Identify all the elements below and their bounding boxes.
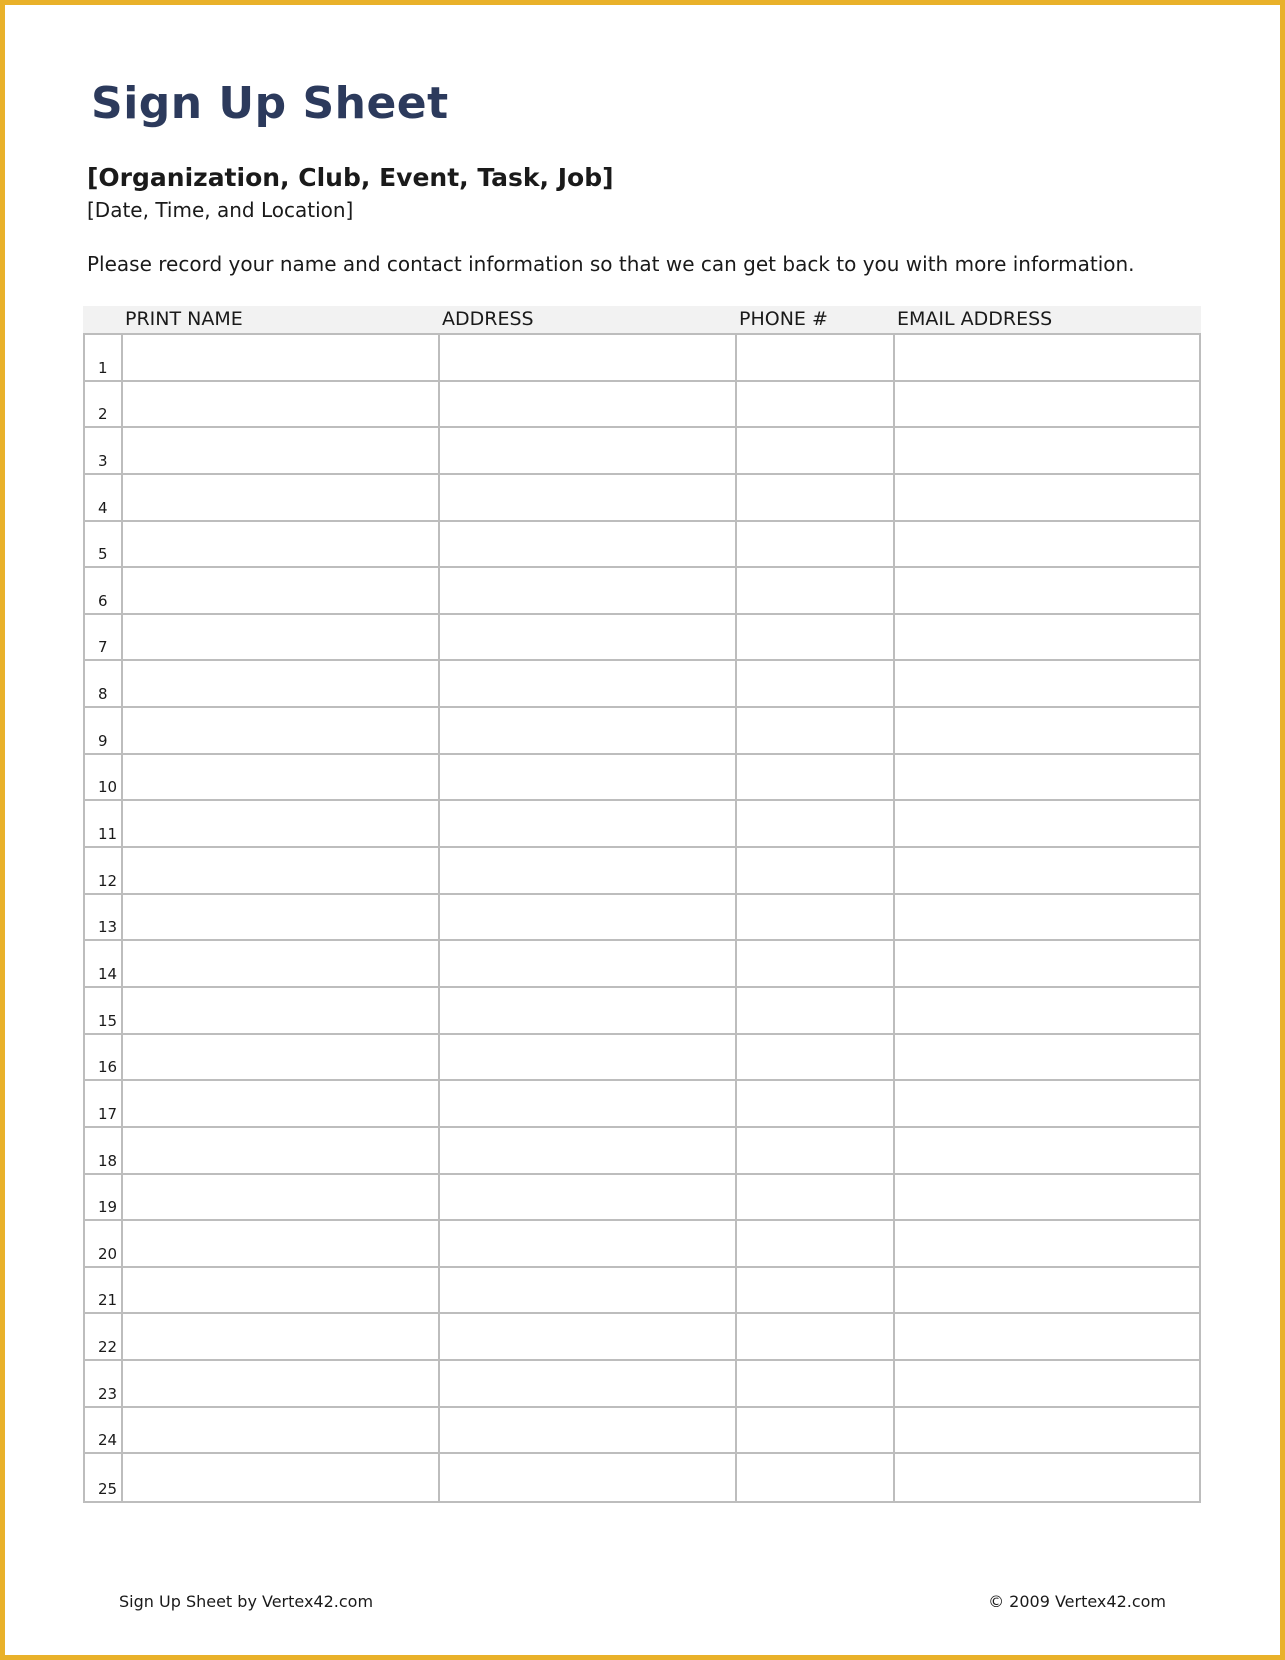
- print-name-cell[interactable]: [123, 1314, 440, 1359]
- row-number-cell: [85, 335, 123, 380]
- row-number-cell: [85, 1128, 123, 1173]
- row-number: 25: [98, 1479, 118, 1498]
- phone-cell[interactable]: [737, 1408, 895, 1453]
- table-row: [85, 475, 1199, 522]
- row-number-cell: [85, 1221, 123, 1266]
- row-number: 24: [98, 1431, 118, 1450]
- print-name-cell[interactable]: [123, 848, 440, 893]
- row-number-cell: [85, 941, 123, 986]
- print-name-cell[interactable]: [123, 475, 440, 520]
- table-row: [85, 1081, 1199, 1128]
- print-name-cell[interactable]: [123, 755, 440, 800]
- address-cell[interactable]: [440, 568, 737, 613]
- print-name-cell[interactable]: [123, 1035, 440, 1080]
- row-number: 8: [98, 685, 108, 704]
- email-cell[interactable]: [895, 848, 1199, 893]
- row-number: 7: [98, 638, 108, 657]
- address-cell[interactable]: [440, 382, 737, 427]
- row-number-cell: [85, 988, 123, 1033]
- footer-copyright: © 2009 Vertex42.com: [988, 1592, 1166, 1611]
- email-cell[interactable]: [895, 801, 1199, 846]
- row-number-cell: [85, 1454, 123, 1501]
- email-cell[interactable]: [895, 382, 1199, 427]
- row-number: 12: [98, 871, 118, 890]
- print-name-cell[interactable]: [123, 801, 440, 846]
- row-number-cell: [85, 615, 123, 660]
- address-cell[interactable]: [440, 1081, 737, 1126]
- row-number: 21: [98, 1291, 118, 1310]
- phone-cell[interactable]: [737, 1361, 895, 1406]
- address-cell[interactable]: [440, 988, 737, 1033]
- address-cell[interactable]: [440, 1361, 737, 1406]
- email-cell[interactable]: [895, 1035, 1199, 1080]
- print-name-cell[interactable]: [123, 1081, 440, 1126]
- table-row: [85, 1268, 1199, 1315]
- address-cell[interactable]: [440, 1128, 737, 1173]
- address-cell[interactable]: [440, 801, 737, 846]
- phone-cell[interactable]: [737, 1314, 895, 1359]
- column-header-phone: PHONE #: [739, 308, 828, 330]
- date-time-location-placeholder: [Date, Time, and Location]: [87, 198, 354, 222]
- print-name-cell[interactable]: [123, 522, 440, 567]
- row-number-cell: [85, 661, 123, 706]
- table-row: [85, 522, 1199, 569]
- email-cell[interactable]: [895, 661, 1199, 706]
- email-cell[interactable]: [895, 1454, 1199, 1501]
- row-number: 16: [98, 1058, 118, 1077]
- row-number-cell: [85, 382, 123, 427]
- table-row: [85, 1128, 1199, 1175]
- phone-cell[interactable]: [737, 708, 895, 753]
- table-row: [85, 1454, 1199, 1501]
- row-number-cell: [85, 1268, 123, 1313]
- row-number: 22: [98, 1338, 118, 1357]
- column-header-print-name: PRINT NAME: [125, 308, 243, 330]
- phone-cell[interactable]: [737, 801, 895, 846]
- print-name-cell[interactable]: [123, 1268, 440, 1313]
- email-cell[interactable]: [895, 475, 1199, 520]
- table-row: [85, 988, 1199, 1035]
- address-cell[interactable]: [440, 661, 737, 706]
- address-cell[interactable]: [440, 1268, 737, 1313]
- row-number-cell: [85, 428, 123, 473]
- email-cell[interactable]: [895, 1361, 1199, 1406]
- print-name-cell[interactable]: [123, 1128, 440, 1173]
- email-cell[interactable]: [895, 1128, 1199, 1173]
- phone-cell[interactable]: [737, 848, 895, 893]
- phone-cell[interactable]: [737, 1454, 895, 1501]
- row-number: 13: [98, 918, 118, 937]
- column-header-email: EMAIL ADDRESS: [897, 308, 1053, 330]
- email-cell[interactable]: [895, 568, 1199, 613]
- phone-cell[interactable]: [737, 475, 895, 520]
- print-name-cell[interactable]: [123, 1361, 440, 1406]
- table-row: [85, 1361, 1199, 1408]
- table-row: [85, 428, 1199, 475]
- email-cell[interactable]: [895, 941, 1199, 986]
- row-number: 17: [98, 1104, 118, 1123]
- print-name-cell[interactable]: [123, 1221, 440, 1266]
- organization-placeholder: [Organization, Club, Event, Task, Job]: [87, 163, 614, 192]
- print-name-cell[interactable]: [123, 335, 440, 380]
- phone-cell[interactable]: [737, 1035, 895, 1080]
- row-number: 6: [98, 591, 108, 610]
- phone-cell[interactable]: [737, 335, 895, 380]
- phone-cell[interactable]: [737, 895, 895, 940]
- table-row: [85, 1408, 1199, 1455]
- email-cell[interactable]: [895, 1081, 1199, 1126]
- row-number-cell: [85, 801, 123, 846]
- address-cell[interactable]: [440, 1221, 737, 1266]
- print-name-cell[interactable]: [123, 988, 440, 1033]
- address-cell[interactable]: [440, 755, 737, 800]
- print-name-cell[interactable]: [123, 1175, 440, 1220]
- sign-up-table: [83, 333, 1201, 1503]
- table-row: [85, 382, 1199, 429]
- address-cell[interactable]: [440, 1454, 737, 1501]
- phone-cell[interactable]: [737, 1268, 895, 1313]
- email-cell[interactable]: [895, 1408, 1199, 1453]
- row-number: 9: [98, 731, 108, 750]
- print-name-cell[interactable]: [123, 428, 440, 473]
- row-number: 20: [98, 1244, 118, 1263]
- table-row: [85, 1221, 1199, 1268]
- row-number-cell: [85, 708, 123, 753]
- row-number-cell: [85, 1081, 123, 1126]
- row-number-cell: [85, 1361, 123, 1406]
- table-row: [85, 568, 1199, 615]
- row-number: 14: [98, 964, 118, 983]
- print-name-cell[interactable]: [123, 895, 440, 940]
- row-number-cell: [85, 1314, 123, 1359]
- phone-cell[interactable]: [737, 1175, 895, 1220]
- table-row: [85, 941, 1199, 988]
- address-cell[interactable]: [440, 708, 737, 753]
- row-number: 15: [98, 1011, 118, 1030]
- row-number-cell: [85, 1035, 123, 1080]
- column-header-address: ADDRESS: [442, 308, 534, 330]
- address-cell[interactable]: [440, 335, 737, 380]
- email-cell[interactable]: [895, 1175, 1199, 1220]
- address-cell[interactable]: [440, 475, 737, 520]
- row-number-cell: [85, 1175, 123, 1220]
- row-number: 18: [98, 1151, 118, 1170]
- row-number-cell: [85, 475, 123, 520]
- phone-cell[interactable]: [737, 988, 895, 1033]
- phone-cell[interactable]: [737, 755, 895, 800]
- row-number-cell: [85, 848, 123, 893]
- address-cell[interactable]: [440, 1035, 737, 1080]
- print-name-cell[interactable]: [123, 568, 440, 613]
- email-cell[interactable]: [895, 1268, 1199, 1313]
- phone-cell[interactable]: [737, 522, 895, 567]
- instructions-text: Please record your name and contact information so that we can get back to you with more information.: [87, 252, 1135, 276]
- address-cell[interactable]: [440, 895, 737, 940]
- table-row: [85, 1175, 1199, 1222]
- email-cell[interactable]: [895, 988, 1199, 1033]
- row-number: 1: [98, 358, 108, 377]
- email-cell[interactable]: [895, 522, 1199, 567]
- table-row: [85, 801, 1199, 848]
- email-cell[interactable]: [895, 615, 1199, 660]
- address-cell[interactable]: [440, 615, 737, 660]
- row-number-cell: [85, 1408, 123, 1453]
- phone-cell[interactable]: [737, 568, 895, 613]
- row-number: 10: [98, 778, 118, 797]
- table-row: [85, 1035, 1199, 1082]
- print-name-cell[interactable]: [123, 708, 440, 753]
- address-cell[interactable]: [440, 1314, 737, 1359]
- table-row: [85, 335, 1199, 382]
- print-name-cell[interactable]: [123, 661, 440, 706]
- print-name-cell[interactable]: [123, 1454, 440, 1501]
- row-number-cell: [85, 755, 123, 800]
- table-row: [85, 848, 1199, 895]
- print-name-cell[interactable]: [123, 941, 440, 986]
- row-number: 2: [98, 405, 108, 424]
- email-cell[interactable]: [895, 335, 1199, 380]
- row-number-cell: [85, 522, 123, 567]
- email-cell[interactable]: [895, 1314, 1199, 1359]
- email-cell[interactable]: [895, 428, 1199, 473]
- table-row: [85, 708, 1199, 755]
- table-row: [85, 1314, 1199, 1361]
- table-row: [85, 615, 1199, 662]
- address-cell[interactable]: [440, 1175, 737, 1220]
- address-cell[interactable]: [440, 522, 737, 567]
- print-name-cell[interactable]: [123, 1408, 440, 1453]
- row-number: 19: [98, 1198, 118, 1217]
- address-cell[interactable]: [440, 848, 737, 893]
- table-row: [85, 895, 1199, 942]
- print-name-cell[interactable]: [123, 382, 440, 427]
- address-cell[interactable]: [440, 428, 737, 473]
- row-number: 4: [98, 498, 108, 517]
- address-cell[interactable]: [440, 1408, 737, 1453]
- email-cell[interactable]: [895, 895, 1199, 940]
- phone-cell[interactable]: [737, 661, 895, 706]
- row-number: 3: [98, 451, 108, 470]
- phone-cell[interactable]: [737, 941, 895, 986]
- email-cell[interactable]: [895, 1221, 1199, 1266]
- row-number-cell: [85, 568, 123, 613]
- row-number-cell: [85, 895, 123, 940]
- phone-cell[interactable]: [737, 428, 895, 473]
- row-number: 23: [98, 1384, 118, 1403]
- phone-cell[interactable]: [737, 1221, 895, 1266]
- phone-cell[interactable]: [737, 615, 895, 660]
- address-cell[interactable]: [440, 941, 737, 986]
- phone-cell[interactable]: [737, 1081, 895, 1126]
- email-cell[interactable]: [895, 708, 1199, 753]
- page-title: Sign Up Sheet: [91, 78, 449, 129]
- table-row: [85, 661, 1199, 708]
- row-number: 11: [98, 825, 118, 844]
- phone-cell[interactable]: [737, 1128, 895, 1173]
- footer-credit: Sign Up Sheet by Vertex42.com: [119, 1592, 374, 1611]
- print-name-cell[interactable]: [123, 615, 440, 660]
- email-cell[interactable]: [895, 755, 1199, 800]
- phone-cell[interactable]: [737, 382, 895, 427]
- table-row: [85, 755, 1199, 802]
- row-number: 5: [98, 545, 108, 564]
